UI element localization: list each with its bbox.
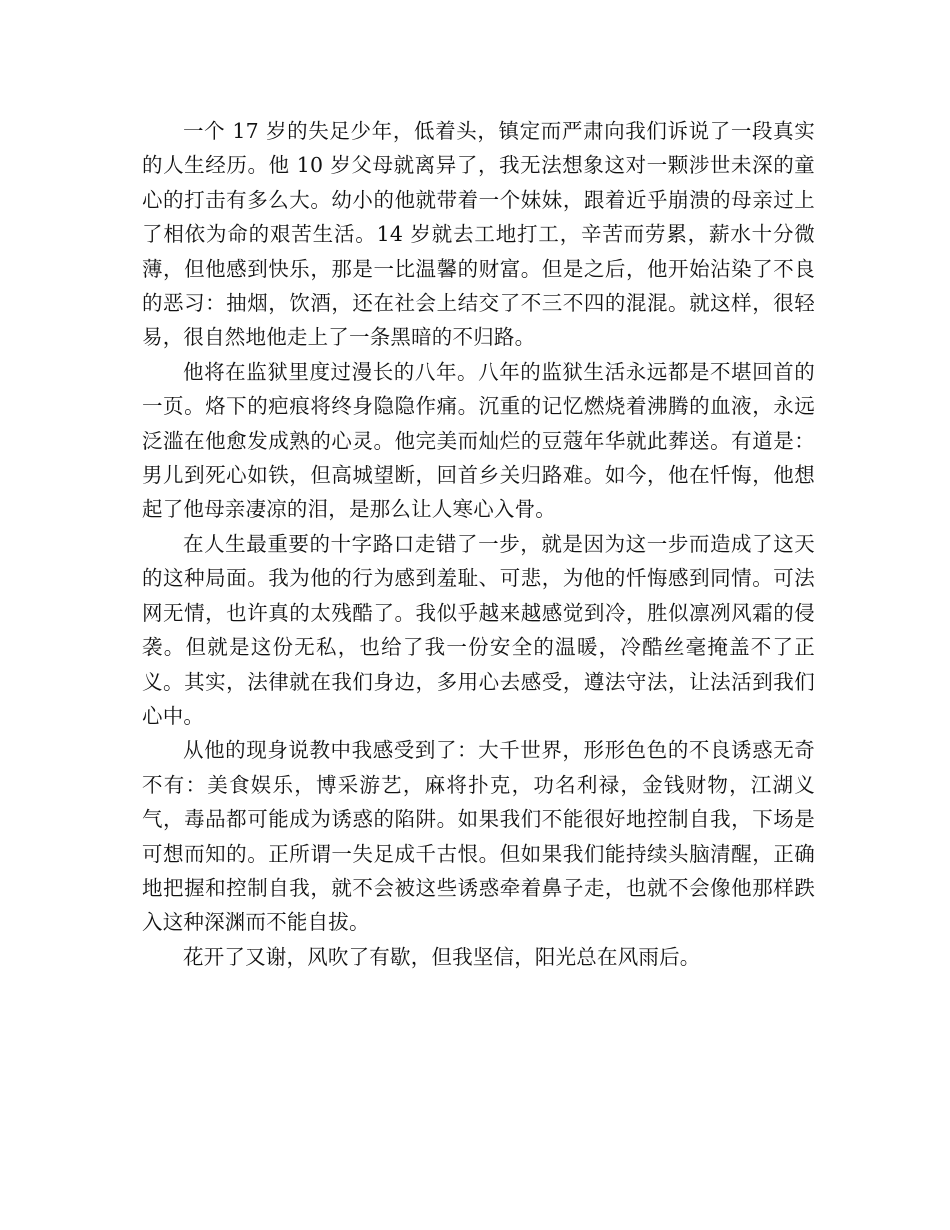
paragraph-5: 花开了又谢，风吹了有歇，但我坚信，阳光总在风雨后。: [183, 944, 701, 969]
paragraph-4: 从他的现身说教中我感受到了：大千世界，形形色色的不良诱惑无奇不有：美食娱乐，博采游艺，麻将扑克，功名利禄，金钱财物，江湖义气，毒品都可能成为诱惑的陷阱。如果我们不能很好地控制自我，下场是可想而知的。正所谓一失足成千古恨。但如果我们能持续头脑清醒，正确地把握和控制自我，就不会被这些诱惑牵着鼻子走，也就不会像他那样跌入这种深渊而不能自拔。: [142, 738, 815, 935]
paragraph-2: 他将在监狱里度过漫长的八年。八年的监狱生活永远都是不堪回首的一页。烙下的疤痕将终身隐隐作痛。沉重的记忆燃烧着沸腾的血液，永远泛滥在他愈发成熟的心灵。他完美而灿烂的豆蔻年华就此葬送。有道是：男儿到死心如铁，但高城望断，回首乡关归路难。如今，他在忏悔，他想起了他母亲凄凉的泪，是那么让人寒心入骨。: [142, 359, 815, 522]
document-body: [142, 114, 815, 974]
paragraph-1: 一个 17 岁的失足少年，低着头，镇定而严肃向我们诉说了一段真实的人生经历。他 10 岁父母就离异了，我无法想象这对一颗涉世未深的童心的打击有多么大。幼小的他就带着一个妹妹，跟着近乎崩溃的母亲过上了相依为命的艰苦生活。14 岁就去工地打工，辛苦而劳累，薪水十分微薄，但他感到快乐，那是一比温馨的财富。但是之后，他开始沾染了不良的恶习：抽烟，饮酒，还在社会上结交了不三不四的混混。就这样，很轻易，很自然地他走上了一条黑暗的不归路。: [142, 119, 815, 350]
paragraph-3: 在人生最重要的十字路口走错了一步，就是因为这一步而造成了这天的这种局面。我为他的行为感到羞耻、可悲，为他的忏悔感到同情。可法网无情，也许真的太残酷了。我似乎越来越感觉到冷，胜似凛冽风霜的侵袭。但就是这份无私，也给了我一份安全的温暖，冷酷丝毫掩盖不了正义。其实，法律就在我们身边，多用心去感受，遵法守法，让法活到我们心中。: [142, 531, 815, 728]
